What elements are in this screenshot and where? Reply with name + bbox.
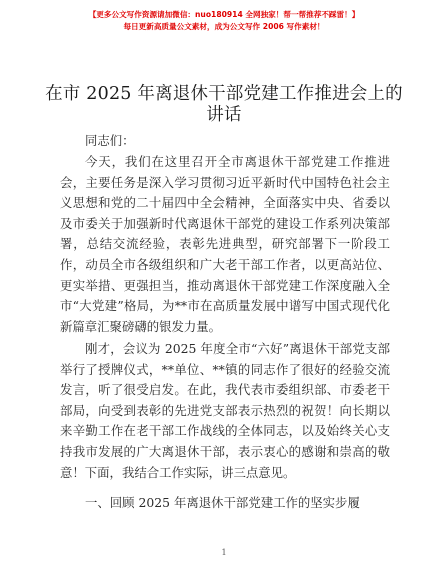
promo-banner-line-2: 每日更新高质量公文素材，成为公文写作 2006 写作素材！ <box>123 22 325 31</box>
promo-banner-line-1: 【更多公文写作资源请加微信：nuo180914 全网独家！帮一帮推荐不踩雷！】 <box>88 10 360 19</box>
paragraph-1: 今天，我们在这里召开全市离退休干部党建工作推进会，主要任务是深入学习贯彻习近平新时代中国特色社会主义思想和党的二十届四中全会精神，全面落实中央、省委以及市委关于加强新时代离退休干部党的建设工作系列决策部署，总结交流经验，表彰先进典型，研究部署下一阶段工作，动员全市各级组织和广大老干部工作者，以更高站位、更实举措、更强担当，推动离退休干部党建工作深度融入全市“大党建”格局，为**市在高质量发展中谱写中国式现代化新篇章汇聚磅礴的银发力量。 <box>60 154 390 334</box>
paragraph-2: 刚才，会议为 2025 年度全市“六好”离退休干部党支部举行了授牌仪式，**单位、**镇的同志作了很好的经验交流发言，听了很受启发。在此，我代表市委组织部、市委老干部局，向受到表彰的先进党支部表示热烈的祝贺！向长期以来辛勤工作在老干部工作战线的全体同志，以及始终关心支持我市发展的广大离退休干部，表示衷心的感谢和崇高的敬意！下面，我结合工作实际，讲三点意见。 <box>60 341 390 480</box>
page-number: 1 <box>221 548 227 557</box>
greeting: 同志们： <box>85 133 135 148</box>
section-heading-1: 一、回顾 2025 年离退休干部党建工作的坚实步履 <box>85 495 360 510</box>
document-title: 在市 2025 年离退休干部党建工作推进会上的讲话 <box>45 84 403 125</box>
promo-banner <box>0 9 448 33</box>
